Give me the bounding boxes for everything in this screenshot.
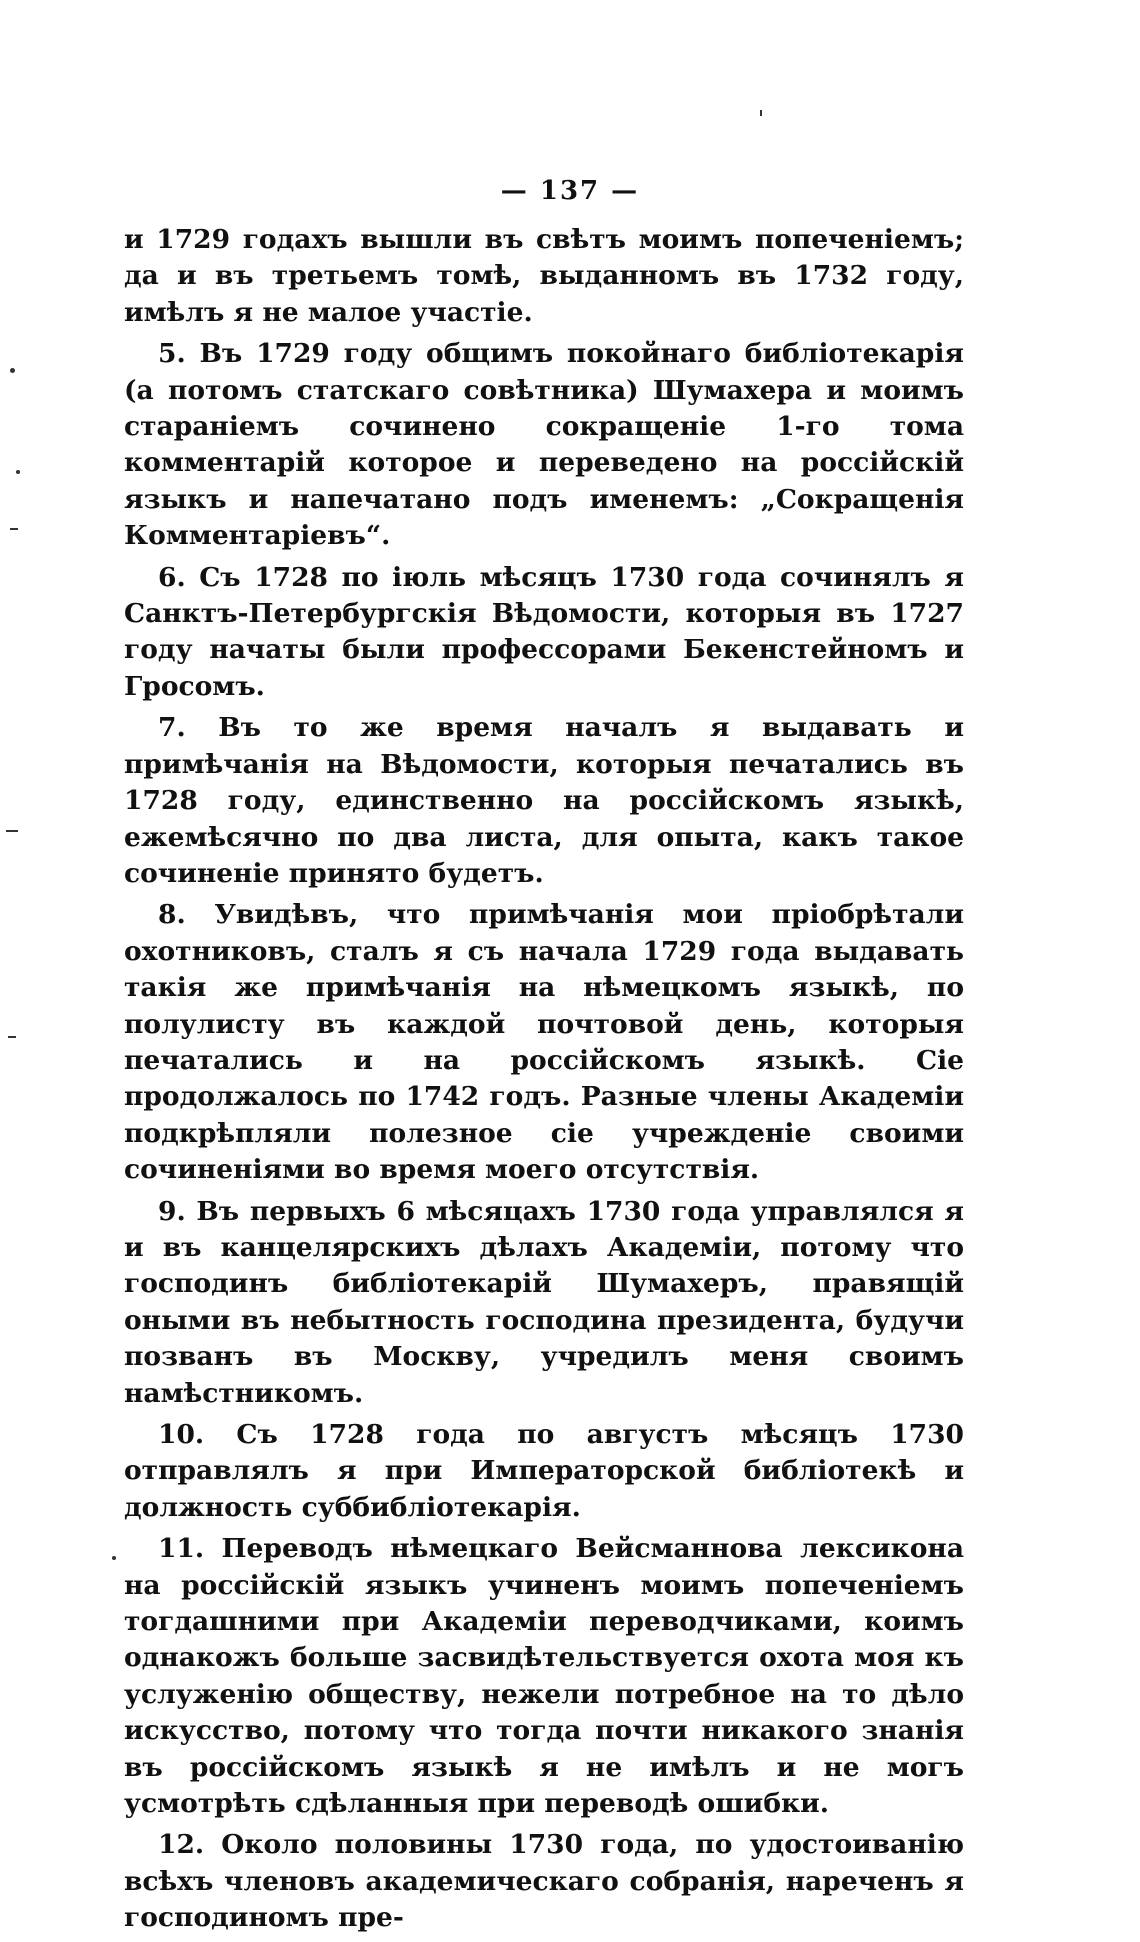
page-number: — 137 —: [500, 176, 640, 206]
scan-speck: [10, 528, 18, 530]
scan-speck: [8, 1036, 16, 1038]
paragraph-item-10: 10. Съ 1728 года по августъ мѣсяцъ 1730 отправлялъ я при Императорской библіотекѣ и должность суббиблiотекарія.: [124, 1419, 964, 1523]
scan-speck: [16, 470, 20, 474]
scan-speck: [6, 830, 18, 832]
paragraph-item-12: 12. Около половины 1730 года, по удостоиванію всѣхъ членовъ академическаго собранія, нареченъ я господиномъ пре-: [124, 1829, 964, 1934]
scan-speck: [760, 110, 762, 116]
scan-speck: [112, 1556, 116, 1560]
paragraph-item-9: 9. Въ первыхъ 6 мѣсяцахъ 1730 года управлялся я и въ канцелярскихъ дѣлахъ Академіи, потому что господинъ библіотекарій Шумахеръ, правящій оными въ небытность господина президента, будучи позванъ въ Москву, учредилъ меня своимъ намѣстникомъ.: [124, 1195, 964, 1409]
paragraph-item-6: 6. Съ 1728 по іюль мѣсяцъ 1730 года сочинялъ я Санктъ-Петербургскія Вѣдомости, которыя въ 1727 году начаты были профессорами Бекенстейномъ и Гросомъ.: [124, 561, 964, 702]
paragraph-item-11: 11. Переводъ нѣмецкаго Вейсманнова лексикона на россійскій языкъ учиненъ моимъ попеченіемъ тогдашними при Академіи переводчиками, коимъ однакожъ больше засвидѣтельствуется охота моя къ услуженію обществу, нежели потребное на то дѣло искусство, потому что тогда почти никакого знанія въ россійскомъ языкѣ я не имѣлъ и не могъ усмотрѣть сдѣланныя при переводѣ ошибки.: [124, 1533, 964, 1820]
body-text: [124, 222, 964, 1942]
paragraph-item-7: 7. Въ то же время началъ я выдавать и примѣчанія на Вѣдомости, которыя печатались въ 1728 году, единственно на россійскомъ языкѣ, ежемѣсячно по два листа, для опыта, какъ такое сочиненіе принято будетъ.: [124, 712, 964, 889]
scan-speck: [10, 368, 15, 373]
paragraph-item-5: 5. Въ 1729 году общимъ покойнаго библіотекарія (а потомъ статскаго совѣтника) Шумахера и моимъ стараніемъ сочинено сокращеніе 1-го тома комментарій которое и переведено на россійскій языкъ и напечатано подъ именемъ: „Сокращенія Комментаріевъ“.: [124, 338, 964, 552]
paragraph-item-8: 8. Увидѣвъ, что примѣчанія мои пріобрѣтали охотниковъ, сталъ я съ начала 1729 года выдавать такія же примѣчанія на нѣмецкомъ языкѣ, по полулисту въ каждой почтовой день, которыя печатались и на россійскомъ языкѣ. Сіе продолжалось по 1742 годъ. Разные члены Академіи подкрѣпляли полезное сіе учрежденіе своими сочиненіями во время моего отсутствія.: [124, 899, 964, 1186]
paragraph-continuation: и 1729 годахъ вышли въ свѣтъ моимъ попеченіемъ; да и въ третьемъ томѣ, выданномъ въ 1732 году, имѣлъ я не малое участіе.: [124, 224, 964, 328]
